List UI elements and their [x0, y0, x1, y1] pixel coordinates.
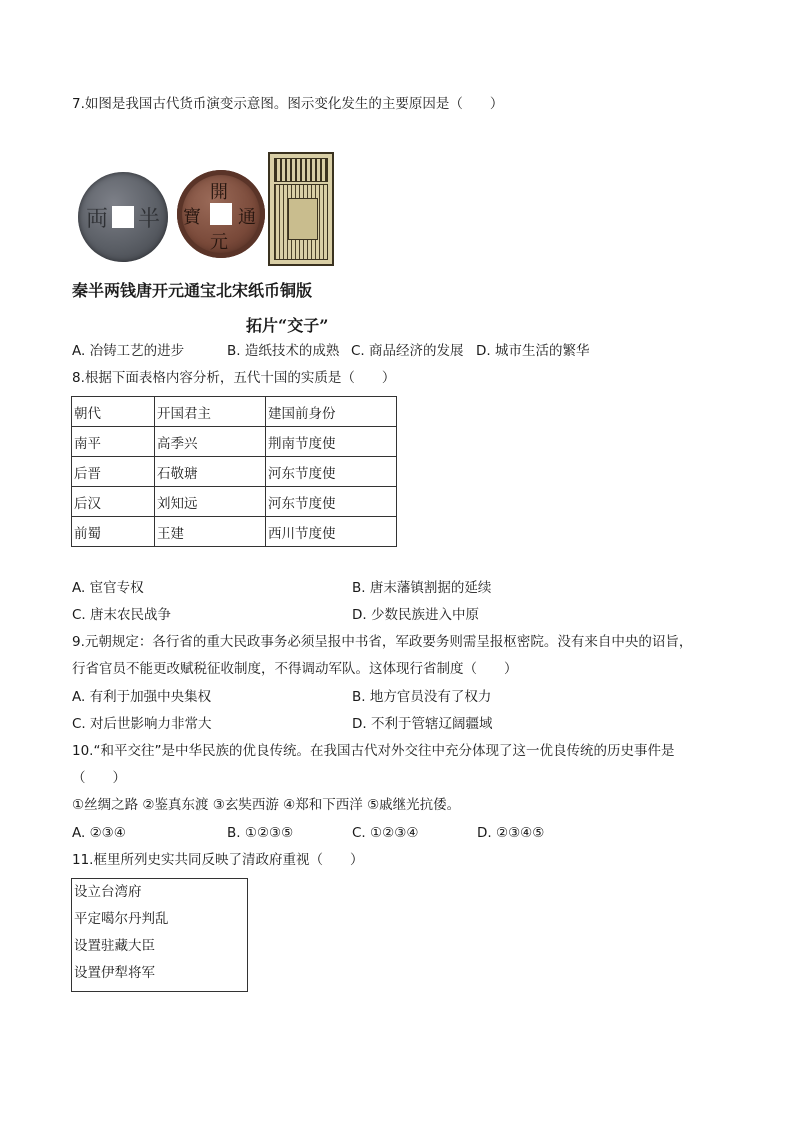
list-item: 平定噶尔丹判乱 — [74, 911, 169, 927]
q11-stem: 11.框里所列史实共同反映了清政府重视（ ） — [72, 852, 364, 868]
table-cell: 高季兴 — [155, 427, 266, 457]
q7-caption-line2: 拓片“交子” — [246, 316, 329, 335]
table-cell: 西川节度使 — [266, 517, 397, 547]
kaiyuan-tongbao-coin-icon: 開 元 通 寶 — [177, 170, 265, 258]
q8-stem: 8.根据下面表格内容分析，五代十国的实质是（ ） — [72, 370, 396, 386]
q10-option-d[interactable]: D. ②③④⑤ — [477, 825, 545, 841]
table-row — [72, 457, 397, 487]
ban-liang-coin-icon: 両 半 — [78, 172, 168, 262]
q7-stem: 7.如图是我国古代货币演变示意图。图示变化发生的主要原因是（ ） — [72, 96, 504, 112]
table-cell: 河东节度使 — [266, 487, 397, 517]
q7-caption-line1: 秦半两钱唐开元通宝北宋纸币铜版 — [72, 281, 313, 300]
q8-table — [71, 396, 397, 547]
q10-events: ①丝绸之路 ②鉴真东渡 ③玄奘西游 ④郑和下西洋 ⑤戚继光抗倭。 — [72, 797, 461, 813]
q7-option-d[interactable]: D. 城市生活的繁华 — [476, 343, 590, 359]
table-row — [72, 397, 397, 427]
q7-option-c[interactable]: C. 商品经济的发展 — [351, 343, 464, 359]
table-cell: 开国君主 — [155, 397, 266, 427]
q7-option-b[interactable]: B. 造纸技术的成熟 — [227, 343, 340, 359]
table-cell: 荆南节度使 — [266, 427, 397, 457]
table-cell: 建国前身份 — [266, 397, 397, 427]
q8-option-a[interactable]: A. 宦官专权 — [72, 580, 144, 596]
q8-option-d[interactable]: D. 少数民族进入中原 — [352, 607, 479, 623]
q10-option-a[interactable]: A. ②③④ — [72, 825, 126, 841]
list-item: 设置伊犁将军 — [74, 965, 155, 981]
q9-stem-line2: 行省官员不能更改赋税征收制度，不得调动军队。这体现行省制度（ ） — [72, 661, 518, 677]
table-cell: 刘知远 — [155, 487, 266, 517]
q9-option-c[interactable]: C. 对后世影响力非常大 — [72, 716, 212, 732]
q11-box — [71, 878, 248, 992]
table-cell: 后晋 — [72, 457, 155, 487]
q8-option-b[interactable]: B. 唐末藩镇割据的延续 — [352, 580, 492, 596]
table-cell: 前蜀 — [72, 517, 155, 547]
q9-stem-line1: 9.元朝规定：各行省的重大民政事务必须呈报中书省，军政要务则需呈报枢密院。没有来自中央的诏旨， — [72, 634, 693, 650]
list-item: 设置驻藏大臣 — [74, 938, 155, 954]
q10-option-c[interactable]: C. ①②③④ — [352, 825, 419, 841]
q9-option-a[interactable]: A. 有利于加强中央集权 — [72, 689, 212, 705]
jiaozi-banknote-icon — [268, 152, 334, 266]
table-cell: 石敬瑭 — [155, 457, 266, 487]
table-cell: 朝代 — [72, 397, 155, 427]
table-row — [72, 487, 397, 517]
q9-option-b[interactable]: B. 地方官员没有了权力 — [352, 689, 492, 705]
q10-stem-line2: （ ） — [72, 770, 126, 786]
q8-option-c[interactable]: C. 唐末农民战争 — [72, 607, 172, 623]
table-row — [72, 427, 397, 457]
table-cell: 王建 — [155, 517, 266, 547]
q10-stem-line1: 10.“和平交往”是中华民族的优良传统。在我国古代对外交往中充分体现了这一优良传统的历史事件是 — [72, 743, 675, 759]
q9-option-d[interactable]: D. 不利于管辖辽阔疆域 — [352, 716, 493, 732]
table-cell: 后汉 — [72, 487, 155, 517]
table-cell: 南平 — [72, 427, 155, 457]
table-cell: 河东节度使 — [266, 457, 397, 487]
table-row — [72, 517, 397, 547]
q10-option-b[interactable]: B. ①②③⑤ — [227, 825, 294, 841]
list-item: 设立台湾府 — [74, 884, 142, 900]
q7-option-a[interactable]: A. 冶铸工艺的进步 — [72, 343, 185, 359]
